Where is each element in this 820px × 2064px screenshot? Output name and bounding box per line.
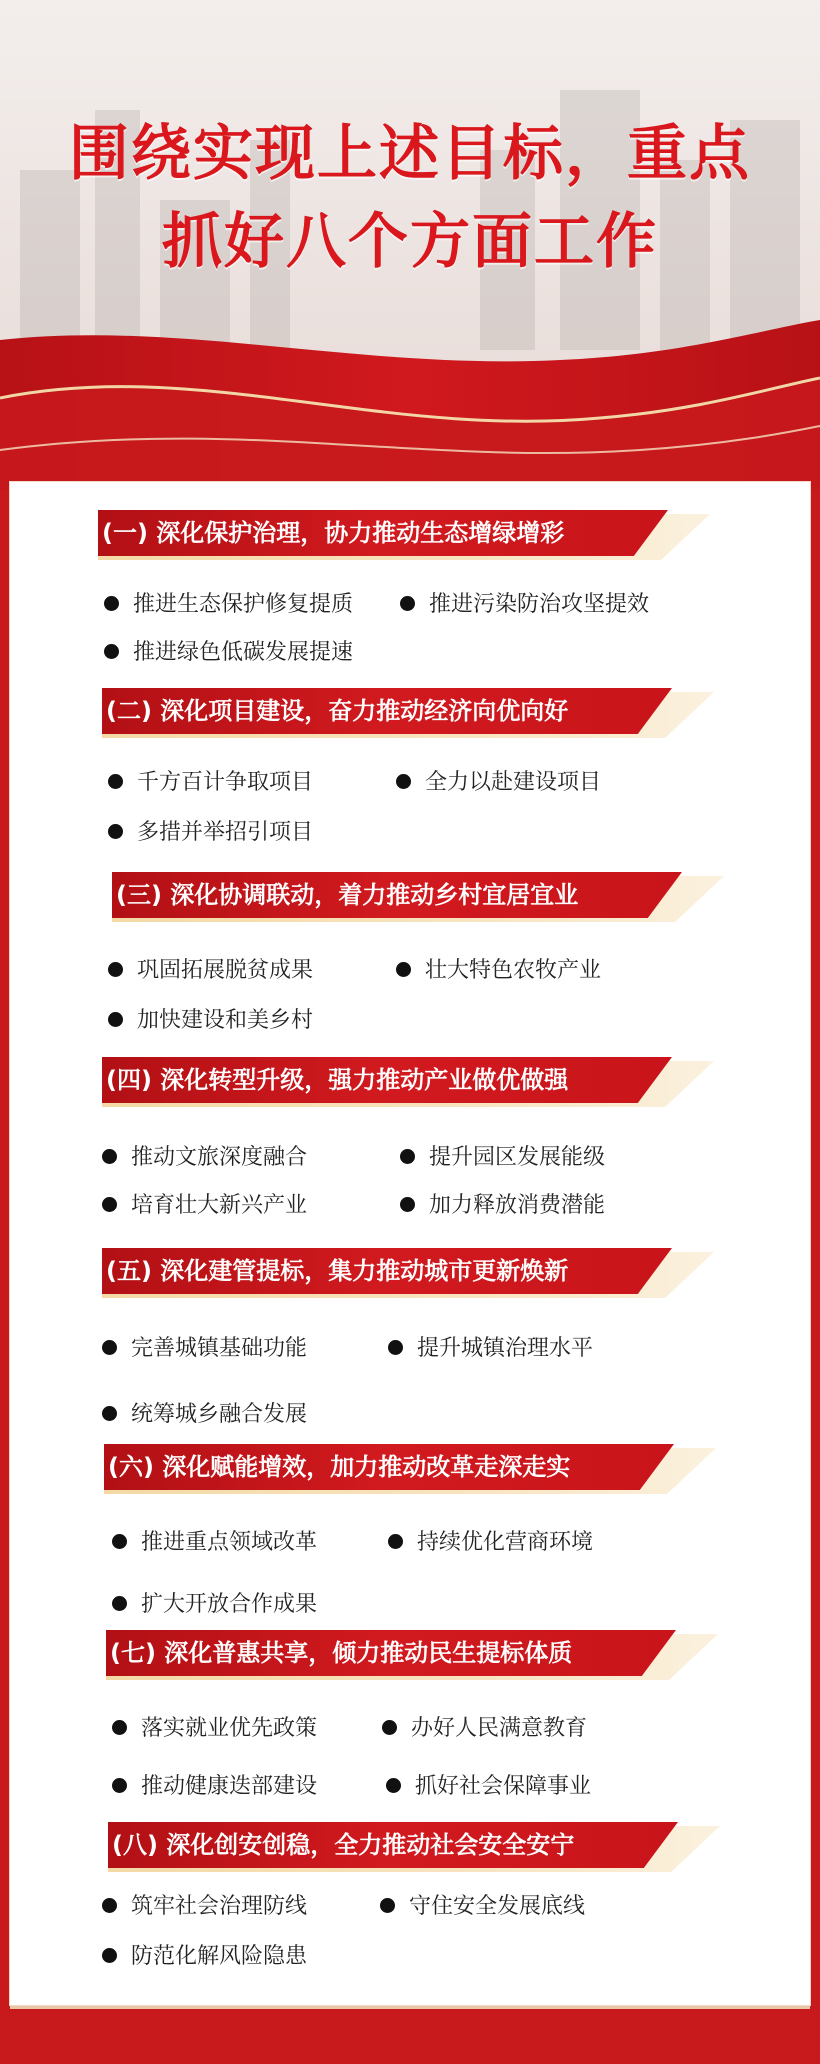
section-title: (四) 深化转型升级，强力推动产业做优做强 <box>106 1066 569 1094</box>
section-6 <box>10 1444 810 1617</box>
bullet-icon <box>108 1012 123 1027</box>
bullet-icon <box>104 596 119 611</box>
bullet-icon <box>396 962 411 977</box>
list-item: 办好人民满意教育 <box>382 1714 587 1744</box>
section-banner <box>108 1822 728 1872</box>
section-title: (六) 深化赋能增效，加力推动改革走深走实 <box>108 1453 571 1481</box>
list-item: 持续优化营商环境 <box>388 1528 593 1558</box>
bullet-icon <box>396 774 411 789</box>
section-title: (五) 深化建管提标，集力推动城市更新焕新 <box>106 1257 569 1285</box>
section-title: (八) 深化创安创稳，全力推动社会安全安宁 <box>112 1831 575 1859</box>
list-item: 筑牢社会治理防线 <box>102 1892 307 1922</box>
bottom-border <box>0 2010 820 2064</box>
bullet-icon <box>112 1534 127 1549</box>
list-item: 加力释放消费潜能 <box>400 1191 605 1221</box>
section-title: (二) 深化项目建设，奋力推动经济向优向好 <box>106 697 569 725</box>
list-item: 推动健康迭部建设 <box>112 1772 317 1802</box>
section-2 <box>10 688 810 845</box>
list-item: 推进生态保护修复提质 <box>104 590 353 620</box>
section-4 <box>10 1057 810 1218</box>
bullet-icon <box>388 1340 403 1355</box>
list-item: 壮大特色农牧产业 <box>396 956 601 986</box>
list-item: 提升城镇治理水平 <box>388 1334 593 1364</box>
bullet-icon <box>112 1596 127 1611</box>
list-item: 防范化解风险隐患 <box>102 1942 307 1972</box>
list-item: 培育壮大新兴产业 <box>102 1191 307 1221</box>
bullet-icon <box>112 1720 127 1735</box>
list-item: 落实就业优先政策 <box>112 1714 317 1744</box>
section-3 <box>10 872 810 1033</box>
section-banner <box>106 1630 726 1680</box>
list-item: 完善城镇基础功能 <box>102 1334 307 1364</box>
list-item: 多措并举招引项目 <box>108 818 313 848</box>
bullet-icon <box>382 1720 397 1735</box>
list-item: 推动文旅深度融合 <box>102 1143 307 1173</box>
list-item: 统筹城乡融合发展 <box>102 1400 307 1430</box>
list-item: 抓好社会保障事业 <box>386 1772 591 1802</box>
section-title: (三) 深化协调联动，着力推动乡村宜居宜业 <box>116 881 579 909</box>
section-banner <box>98 510 718 560</box>
bullet-icon <box>112 1778 127 1793</box>
section-title: (一) 深化保护治理，协力推动生态增绿增彩 <box>102 519 565 547</box>
list-item: 巩固拓展脱贫成果 <box>108 956 313 986</box>
title-line-1: 围绕实现上述目标，重点 <box>69 119 751 189</box>
bullet-icon <box>102 1898 117 1913</box>
bullet-icon <box>108 774 123 789</box>
list-item: 推进重点领域改革 <box>112 1528 317 1558</box>
bullet-icon <box>108 824 123 839</box>
bullet-icon <box>386 1778 401 1793</box>
title-line-2: 抓好八个方面工作 <box>162 207 658 277</box>
bullet-icon <box>380 1898 395 1913</box>
section-title: (七) 深化普惠共享，倾力推动民生提标体质 <box>110 1639 573 1667</box>
section-8 <box>10 1822 810 1972</box>
bullet-icon <box>102 1406 117 1421</box>
page-title <box>0 110 820 286</box>
section-banner <box>102 1248 722 1298</box>
bullet-icon <box>400 596 415 611</box>
bullet-icon <box>108 962 123 977</box>
bullet-icon <box>102 1948 117 1963</box>
list-item: 扩大开放合作成果 <box>112 1590 317 1620</box>
bullet-icon <box>102 1149 117 1164</box>
list-item: 推进绿色低碳发展提速 <box>104 638 353 668</box>
section-banner <box>102 688 722 738</box>
bullet-icon <box>388 1534 403 1549</box>
list-item: 守住安全发展底线 <box>380 1892 585 1922</box>
content-panel <box>10 482 810 2005</box>
section-banner <box>102 1057 722 1107</box>
bullet-icon <box>400 1197 415 1212</box>
list-item: 加快建设和美乡村 <box>108 1006 313 1036</box>
list-item: 千方百计争取项目 <box>108 768 313 798</box>
bullet-icon <box>102 1340 117 1355</box>
section-banner <box>112 872 732 922</box>
section-7 <box>10 1630 810 1799</box>
list-item: 全力以赴建设项目 <box>396 768 601 798</box>
list-item: 提升园区发展能级 <box>400 1143 605 1173</box>
section-5 <box>10 1248 810 1427</box>
bullet-icon <box>102 1197 117 1212</box>
bullet-icon <box>400 1149 415 1164</box>
section-1 <box>10 510 810 665</box>
red-wave-decoration <box>0 300 820 490</box>
list-item: 推进污染防治攻坚提效 <box>400 590 649 620</box>
bullet-icon <box>104 644 119 659</box>
section-banner <box>104 1444 724 1494</box>
